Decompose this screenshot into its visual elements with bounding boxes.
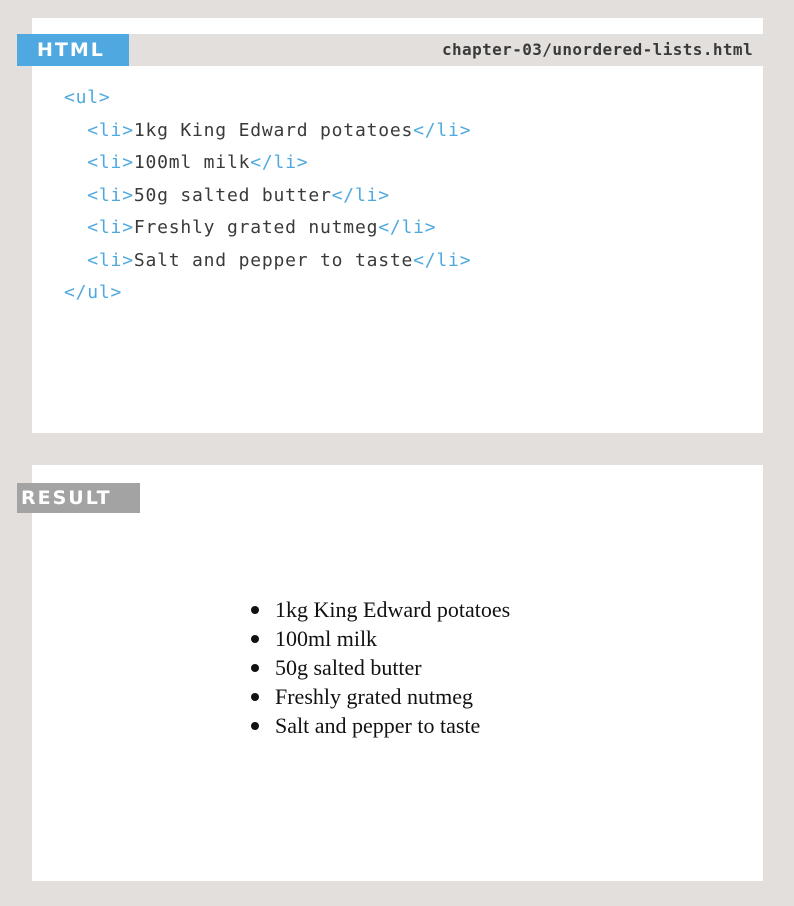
filename: chapter-03/unordered-lists.html (441, 40, 753, 59)
html-label: HTML (17, 34, 129, 66)
code-text: 100ml milk (133, 152, 251, 173)
code-tag: <li> (87, 217, 134, 238)
code-tag: <li> (87, 184, 134, 206)
code-line (64, 115, 471, 148)
code-line (64, 82, 471, 115)
code-tag: </li> (378, 217, 437, 238)
code-line (64, 180, 471, 213)
code-line (64, 212, 471, 245)
result-label: RESULT (17, 483, 140, 513)
code-tag: </ul> (64, 282, 123, 303)
code-block (64, 82, 471, 310)
code-tag: <li> (87, 119, 134, 141)
code-text: 50g salted butter (133, 184, 332, 206)
list-item: 1kg King Edward potatoes (275, 597, 511, 622)
list-item: 100ml milk (275, 624, 510, 653)
list-item: 50g salted butter (275, 653, 510, 682)
code-tag: </li> (250, 152, 309, 173)
code-tag: <li> (87, 152, 134, 173)
code-tag: <li> (87, 249, 134, 271)
result-panel (21, 465, 763, 881)
code-text: Salt and pepper to taste (133, 249, 414, 271)
code-tag: </li> (413, 119, 472, 141)
code-tag: </li> (331, 184, 390, 206)
list-item: Salt and pepper to taste (275, 711, 510, 740)
code-tag: </li> (413, 249, 472, 271)
code-header-bar (17, 34, 763, 66)
code-text: 1kg King Edward potatoes (133, 119, 414, 141)
code-line (64, 277, 471, 310)
code-tag: <ul> (64, 87, 111, 108)
list-item: Freshly grated nutmeg (275, 682, 510, 711)
code-panel (32, 18, 763, 433)
code-line (64, 245, 471, 278)
code-line (64, 147, 471, 180)
code-text: Freshly grated nutmeg (133, 217, 379, 238)
result-list (235, 595, 510, 740)
